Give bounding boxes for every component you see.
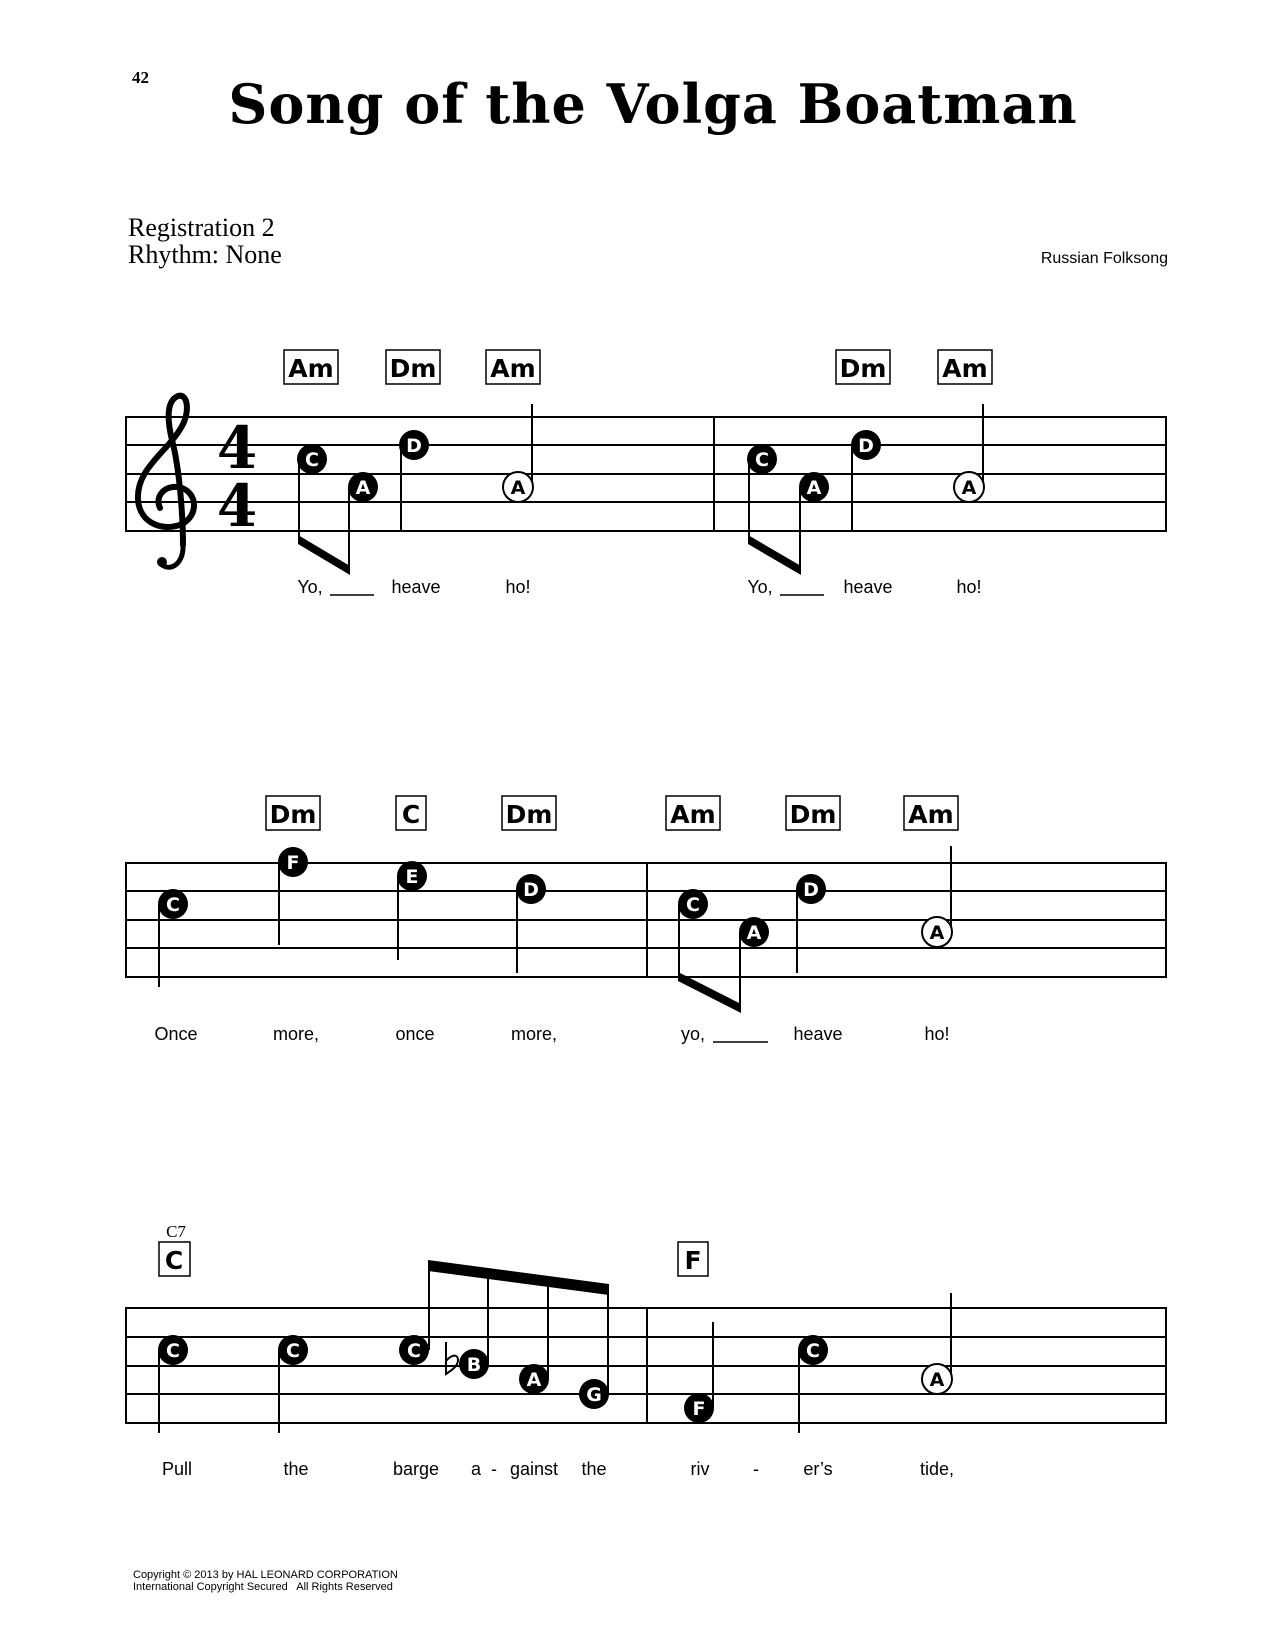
note-letter: A [526,1369,542,1391]
note-letter: C [166,1340,180,1362]
chord-symbol: C [401,800,421,829]
staff-system-2 [126,862,1166,978]
note-letter: D [858,435,874,457]
chord-symbol: Am [942,354,988,383]
note-letter: D [803,879,819,901]
lyric-syllable: more, [510,1024,558,1044]
lyric-syllable: barge [392,1459,440,1479]
note-letter: C [286,1340,300,1362]
chord-symbol: Dm [269,800,317,829]
note-letter: C [407,1340,421,1362]
chord-symbol: F [684,1246,702,1275]
note-letter: C [686,894,700,916]
copyright-notice [133,1569,398,1593]
lyric-syllable: yo, [680,1024,706,1044]
chord-symbol: Am [670,800,716,829]
lyric-syllable: Yo, [747,577,773,597]
note-letter: A [929,922,945,944]
note-letter: C [806,1340,820,1362]
chord-symbol: Am [490,354,536,383]
lyric-syllable: riv [690,1459,710,1479]
treble-clef-icon [138,396,194,568]
note-letter: A [961,477,977,499]
song-title: Song of the Volga Boatman [228,72,1078,136]
lyric-syllable: er’s [803,1459,833,1479]
lyric-syllable: once [395,1024,435,1044]
chord-symbol: Dm [789,800,837,829]
chord-symbol: Am [288,354,334,383]
note-letter: D [406,435,422,457]
note-letter: F [286,852,300,874]
registration-label: Registration 2 [128,213,275,242]
lyric-syllable: gainst [509,1459,559,1479]
page-number: 42 [132,68,149,87]
chord-symbol: Dm [505,800,553,829]
note-letter: A [355,477,371,499]
note-letter: C [305,449,319,471]
rhythm-label: Rhythm: None [128,240,282,269]
lyric-syllable: a [470,1459,482,1479]
lyric-syllable: the [581,1459,607,1479]
time-signature-bottom: 4 [216,472,258,540]
lyric-syllable: Yo, [297,577,323,597]
lyric-syllable: heave [793,1024,843,1044]
note-letter: A [929,1369,945,1391]
flat-icon [446,1342,458,1374]
composer-credit: Russian Folksong [1040,250,1168,267]
lyric-syllable: ho! [956,577,982,597]
note-letter: B [466,1354,482,1376]
lyric-syllable: ho! [924,1024,950,1044]
staff-system-1 [126,416,1166,532]
lyric-syllable: tide, [919,1459,955,1479]
note-letter: C [755,449,769,471]
note-letter: A [746,922,762,944]
lyric-syllable: heave [391,577,441,597]
staff-system-3 [126,1307,1166,1424]
lyric-syllable: Once [154,1024,198,1044]
note-letter: C [166,894,180,916]
note-letter: D [523,879,539,901]
chord-symbol: Dm [389,354,437,383]
note-letter: A [806,477,822,499]
note-letter: E [405,866,419,888]
lyric-syllable: heave [843,577,893,597]
note-letter: G [586,1384,602,1406]
lyric-syllable: - [753,1459,759,1479]
note-letter: A [510,477,526,499]
lyric-syllable: the [283,1459,309,1479]
lyric-syllable: more, [272,1024,320,1044]
chord-symbol: Am [908,800,954,829]
chord-symbol: Dm [839,354,887,383]
time-signature-top: 4 [216,414,258,482]
copyright-line: Copyright © 2013 by HAL LEONARD CORPORATION [133,1569,398,1581]
lyric-syllable: - [491,1459,497,1479]
copyright-line: International Copyright Secured All Rights Reserved [133,1581,393,1593]
chord-symbol: C [164,1246,184,1275]
chord-subscript: C7 [166,1222,186,1241]
lyric-syllable: Pull [161,1459,193,1479]
lyric-syllable: ho! [505,577,531,597]
note-letter: F [692,1398,706,1420]
